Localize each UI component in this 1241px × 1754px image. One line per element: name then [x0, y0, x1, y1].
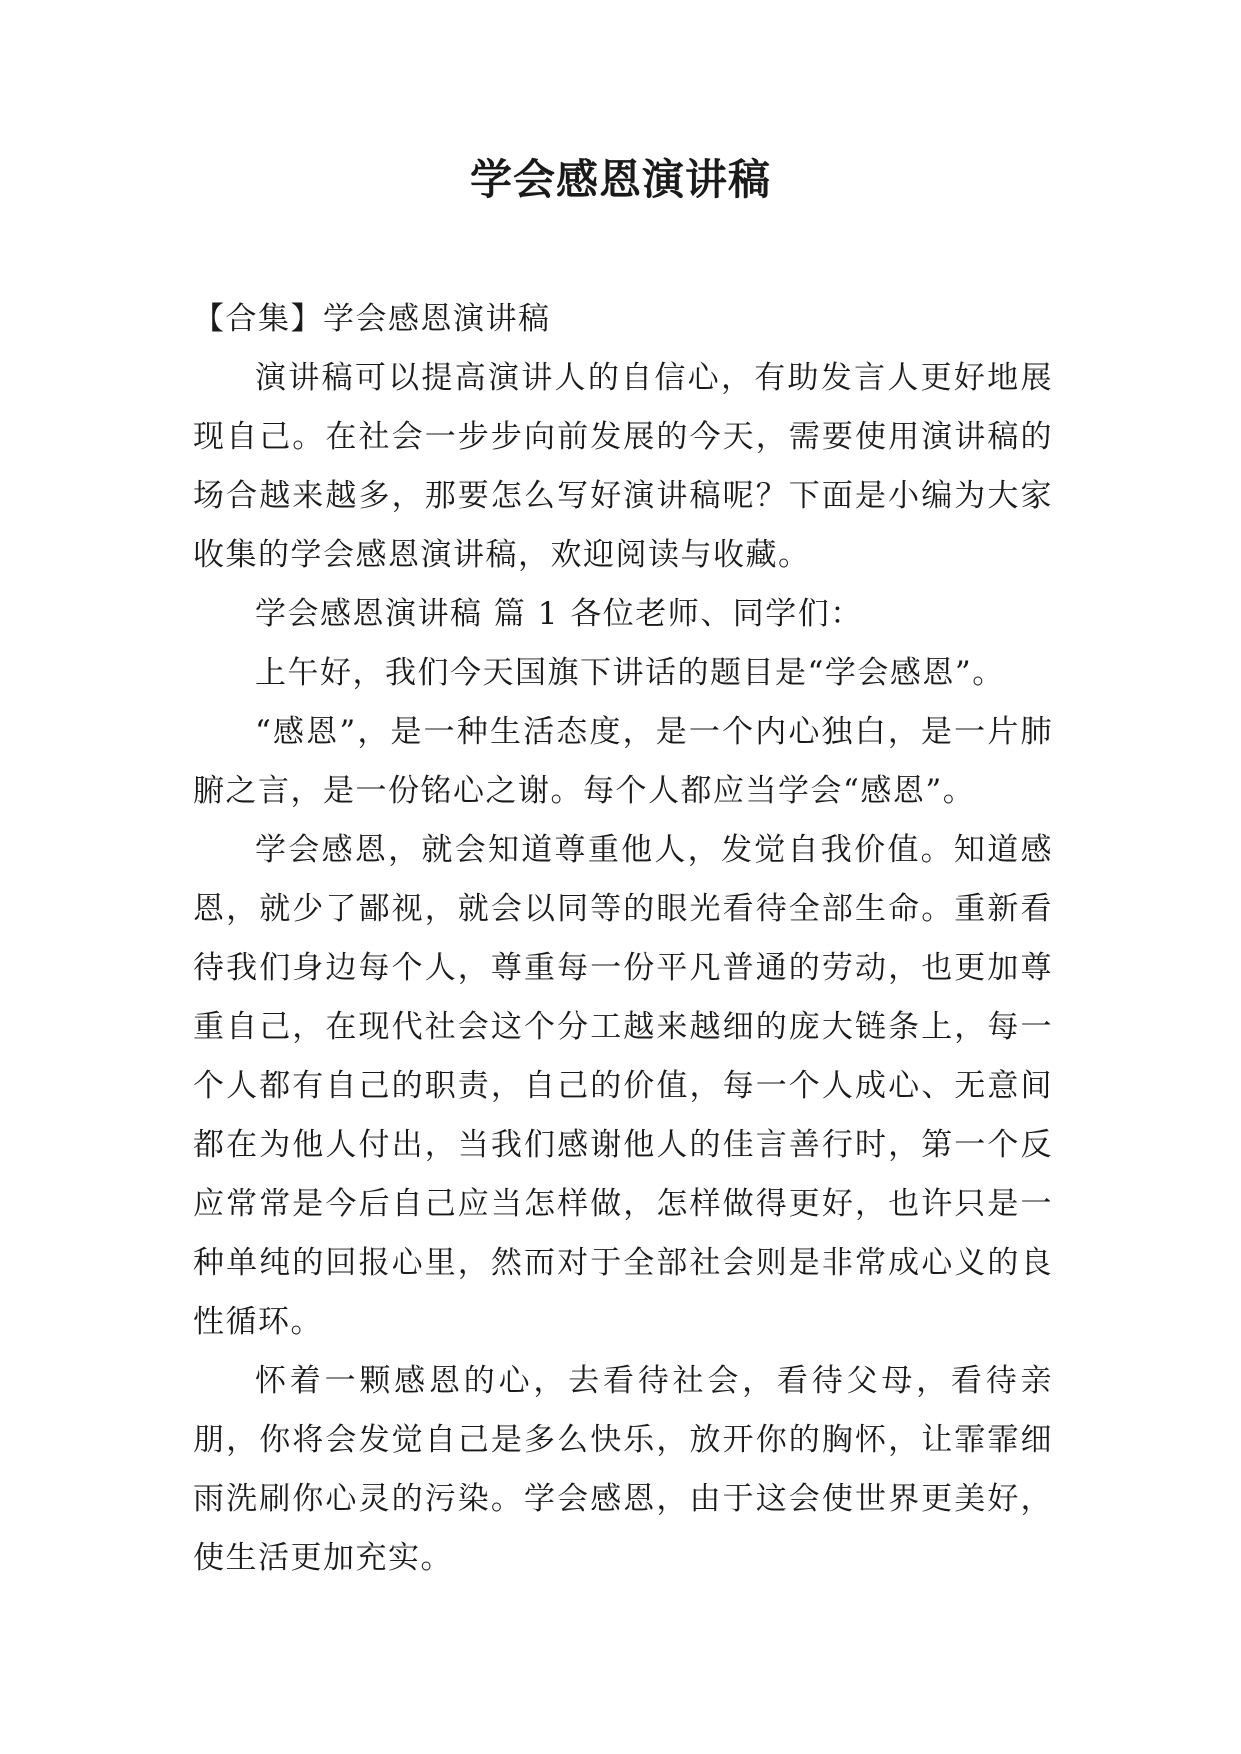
page-title: 学会感恩演讲稿 [469, 155, 771, 204]
paragraph-greeting: 上午好，我们今天国旗下讲话的题目是“学会感恩”。 [255, 655, 1005, 691]
paragraph-gratitude-definition: “感恩”，是一种生活态度，是一个内心独白，是一片肺腑之言，是一份铭心之谢。每个人都应当学会“感恩”。 [193, 714, 1053, 809]
paragraph-grateful-heart: 怀着一颗感恩的心，去看待社会，看待父母，看待亲朋，你将会发觉自己是多么快乐，放开你的胸怀，让霏霏细雨洗刷你心灵的污染。学会感恩，由于这会使世界更美好，使生活更加充实。 [193, 1363, 1053, 1576]
collection-heading: 【合集】学会感恩演讲稿 [193, 301, 551, 337]
paragraph-respect: 学会感恩，就会知道尊重他人，发觉自我价值。知道感恩，就少了鄙视，就会以同等的眼光看待全部生命。重新看待我们身边每个人，尊重每一份平凡普通的劳动，也更加尊重自己，在现代社会这个分工越来越细的庞大链条上，每一个人都有自己的职责，自己的价值，每一个人成心、无意间都在为他人付出，当我们感谢他人的佳言善行时，第一个反应常常是今后自己应当怎样做，怎样做得更好，也许只是一种单纯的回报心里，然而对于全部社会则是非常成心义的良性循环。 [193, 832, 1053, 1340]
paragraph-intro: 演讲稿可以提高演讲人的自信心，有助发言人更好地展现自己。在社会一步步向前发展的今天，需要使用演讲稿的场合越来越多，那要怎么写好演讲稿呢？下面是小编为大家收集的学会感恩演讲稿，欢迎阅读与收藏。 [193, 360, 1053, 573]
paragraph-section-heading: 学会感恩演讲稿 篇 1 各位老师、同学们： [255, 596, 863, 632]
document-body [193, 290, 1053, 1588]
